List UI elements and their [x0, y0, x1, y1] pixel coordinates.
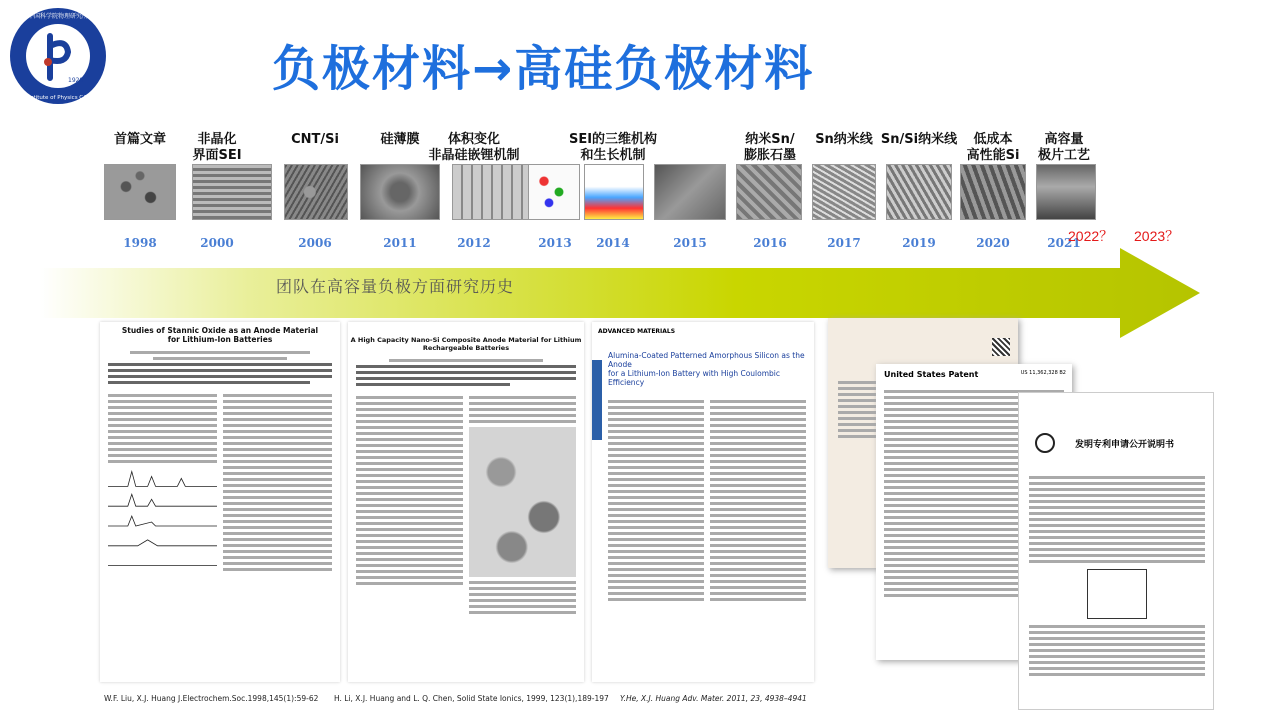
svg-text:1928: 1928 — [68, 77, 84, 84]
timeline-label-2014: SEI的三维机构 和生长机制 — [568, 132, 658, 163]
timeline-image-2000 — [192, 164, 272, 220]
sem-image — [469, 427, 576, 577]
timeline-image-2014 — [584, 164, 644, 220]
institute-logo — [8, 6, 108, 106]
timeline-label-2017: Sn纳米线 — [815, 132, 873, 147]
timeline-image-2019 — [886, 164, 952, 220]
timeline-label-2011: 硅薄膜 — [380, 132, 420, 147]
timeline-label-2019: Sn/Si纳米线 — [880, 132, 958, 147]
citation-2: H. Li, X.J. Huang and L. Q. Chen, Solid State Ionics, 1999, 123(1),189-197 — [334, 694, 609, 703]
timeline-label-2006: CNT/Si — [291, 132, 339, 147]
page-title: 负极材料→高硅负极材料 — [272, 41, 815, 97]
timeline-image-2013 — [528, 164, 580, 220]
timeline-image-2011 — [360, 164, 440, 220]
paper-2-page — [348, 322, 584, 682]
citation-3: Y.He, X.J. Huang Adv. Mater. 2011, 23, 4938–4941 — [620, 694, 807, 703]
future-year-2023: 2023？ — [1134, 228, 1180, 244]
xrd-figure — [108, 466, 217, 586]
timeline-label-2012: 体积变化 非晶硅嵌锂机制 — [428, 132, 520, 163]
svg-text:Institute of Physics CAS: Institute of Physics CAS — [25, 95, 91, 101]
timeline-year-2021: 2021 — [1047, 236, 1081, 250]
timeline-year-2012: 2012 — [457, 236, 491, 250]
patent-cn-page — [1018, 392, 1214, 710]
timeline-year-2020: 2020 — [976, 236, 1010, 250]
timeline-image-2006 — [284, 164, 348, 220]
timeline-image-2016 — [736, 164, 802, 220]
patent-us-title: United States Patent — [884, 370, 979, 379]
arrow-caption: 团队在高容量负极方面研究历史 — [276, 277, 515, 296]
timeline-label-2000: 非晶化 界面SEI — [192, 132, 242, 163]
timeline-image-2017 — [812, 164, 876, 220]
paper-3-journal: ADVANCED MATERIALS — [598, 328, 676, 335]
timeline-label-2021: 高容量 极片工艺 — [1037, 132, 1091, 163]
timeline-year-2013: 2013 — [538, 236, 572, 250]
paper-2-title: A High Capacity Nano-Si Composite Anode Material for Lithium Rechargeable Batteries — [350, 336, 582, 352]
timeline-label-2016: 纳米Sn/ 膨胀石墨 — [743, 132, 797, 163]
timeline-label-2020: 低成本 高性能Si — [966, 132, 1020, 163]
future-year-2022: 2022？ — [1068, 228, 1114, 244]
timeline-year-2016: 2016 — [753, 236, 787, 250]
timeline-year-2014: 2014 — [596, 236, 630, 250]
paper-3-page — [592, 322, 814, 682]
timeline-image-2015 — [654, 164, 726, 220]
patent-us-number: US 11,362,328 B2 — [1020, 370, 1066, 376]
timeline-image-2021 — [1036, 164, 1096, 220]
timeline-year-2000: 2000 — [200, 236, 234, 250]
citation-1: W.F. Liu, X.J. Huang J.Electrochem.Soc.1998,145(1):59-62 — [104, 694, 319, 703]
timeline-label-1998: 首篇文章 — [113, 132, 167, 147]
patent-cn-title: 发明专利申请公开说明书 — [1075, 440, 1175, 450]
timeline-year-2019: 2019 — [902, 236, 936, 250]
timeline-image-2020 — [960, 164, 1026, 220]
timeline-year-2011: 2011 — [383, 236, 417, 250]
timeline-year-1998: 1998 — [123, 236, 157, 250]
paper-1-title: Studies of Stannic Oxide as an Anode Material for Lithium-Ion Batteries — [121, 326, 319, 344]
paper-1-page — [100, 322, 340, 682]
paper-3-title: Alumina-Coated Patterned Amorphous Silicon as the Anode for a Lithium-Ion Battery with High Coulombic Efficiency — [608, 351, 805, 387]
timeline-year-2015: 2015 — [673, 236, 707, 250]
svg-text:中国科学院物理研究所: 中国科学院物理研究所 — [27, 13, 89, 20]
timeline-year-2006: 2006 — [298, 236, 332, 250]
timeline-year-2017: 2017 — [827, 236, 861, 250]
timeline-image-1998 — [104, 164, 176, 220]
